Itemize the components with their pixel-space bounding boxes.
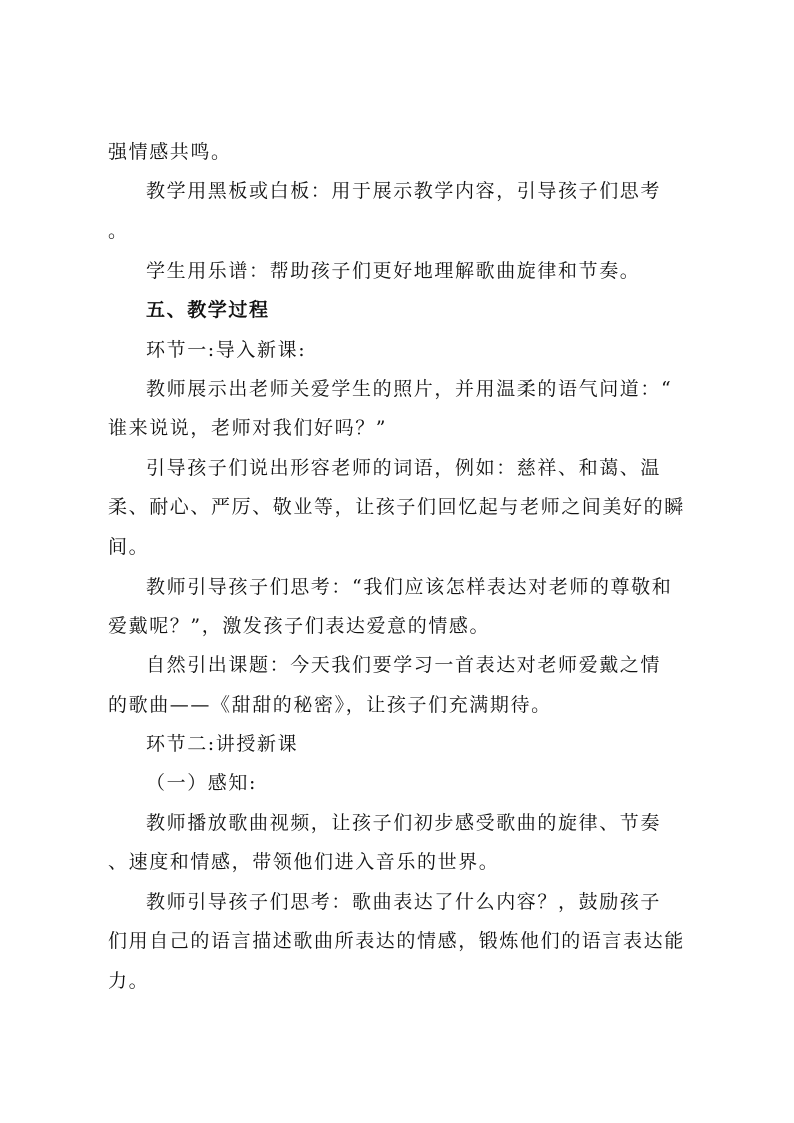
subsection-heading: 环节一:导入新课: (146, 339, 307, 361)
text-line: 自然引出课题：今天我们要学习一首表达对老师爱戴之情 (146, 654, 662, 676)
text-line: 柔、耐心、严厉、敬业等，让孩子们回忆起与老师之间美好的瞬 (108, 496, 685, 518)
text-line: 爱戴呢？”，激发孩子们表达爱意的情感。 (108, 615, 491, 637)
text-line: 谁来说说，老师对我们好吗？” (108, 417, 388, 439)
text-line: 力。 (108, 970, 150, 992)
text-line: 。 (108, 220, 129, 242)
subsection-heading: 环节二:讲授新课 (146, 733, 299, 755)
text-line: 教师引导孩子们思考：“我们应该怎样表达对老师的尊敬和 (146, 576, 673, 598)
text-line: 学生用乐谱：帮助孩子们更好地理解歌曲旋律和节奏。 (146, 260, 641, 282)
text-line: 强情感共鸣。 (108, 141, 232, 163)
subsection-heading: （一）感知: (146, 772, 258, 794)
text-line: 教学用黑板或白板：用于展示教学内容，引导孩子们思考 (146, 180, 662, 202)
text-line: 教师展示出老师关爱学生的照片，并用温柔的语气问道：“ (146, 378, 673, 400)
text-line: 的歌曲——《甜甜的秘密》，让孩子们充满期待。 (108, 694, 552, 716)
text-line: 们用自己的语言描述歌曲所表达的情感，锻炼他们的语言表达能 (108, 930, 685, 952)
text-line: 间。 (108, 536, 150, 558)
text-line: 教师引导孩子们思考：歌曲表达了什么内容？，鼓励孩子 (146, 891, 662, 913)
section-heading: 五、教学过程 (146, 299, 270, 321)
text-line: 教师播放歌曲视频，让孩子们初步感受歌曲的旋律、节奏 (146, 812, 662, 834)
text-line: 引导孩子们说出形容老师的词语，例如：慈祥、和蔼、温 (146, 457, 662, 479)
text-line: 、速度和情感，带领他们进入音乐的世界。 (108, 851, 500, 873)
